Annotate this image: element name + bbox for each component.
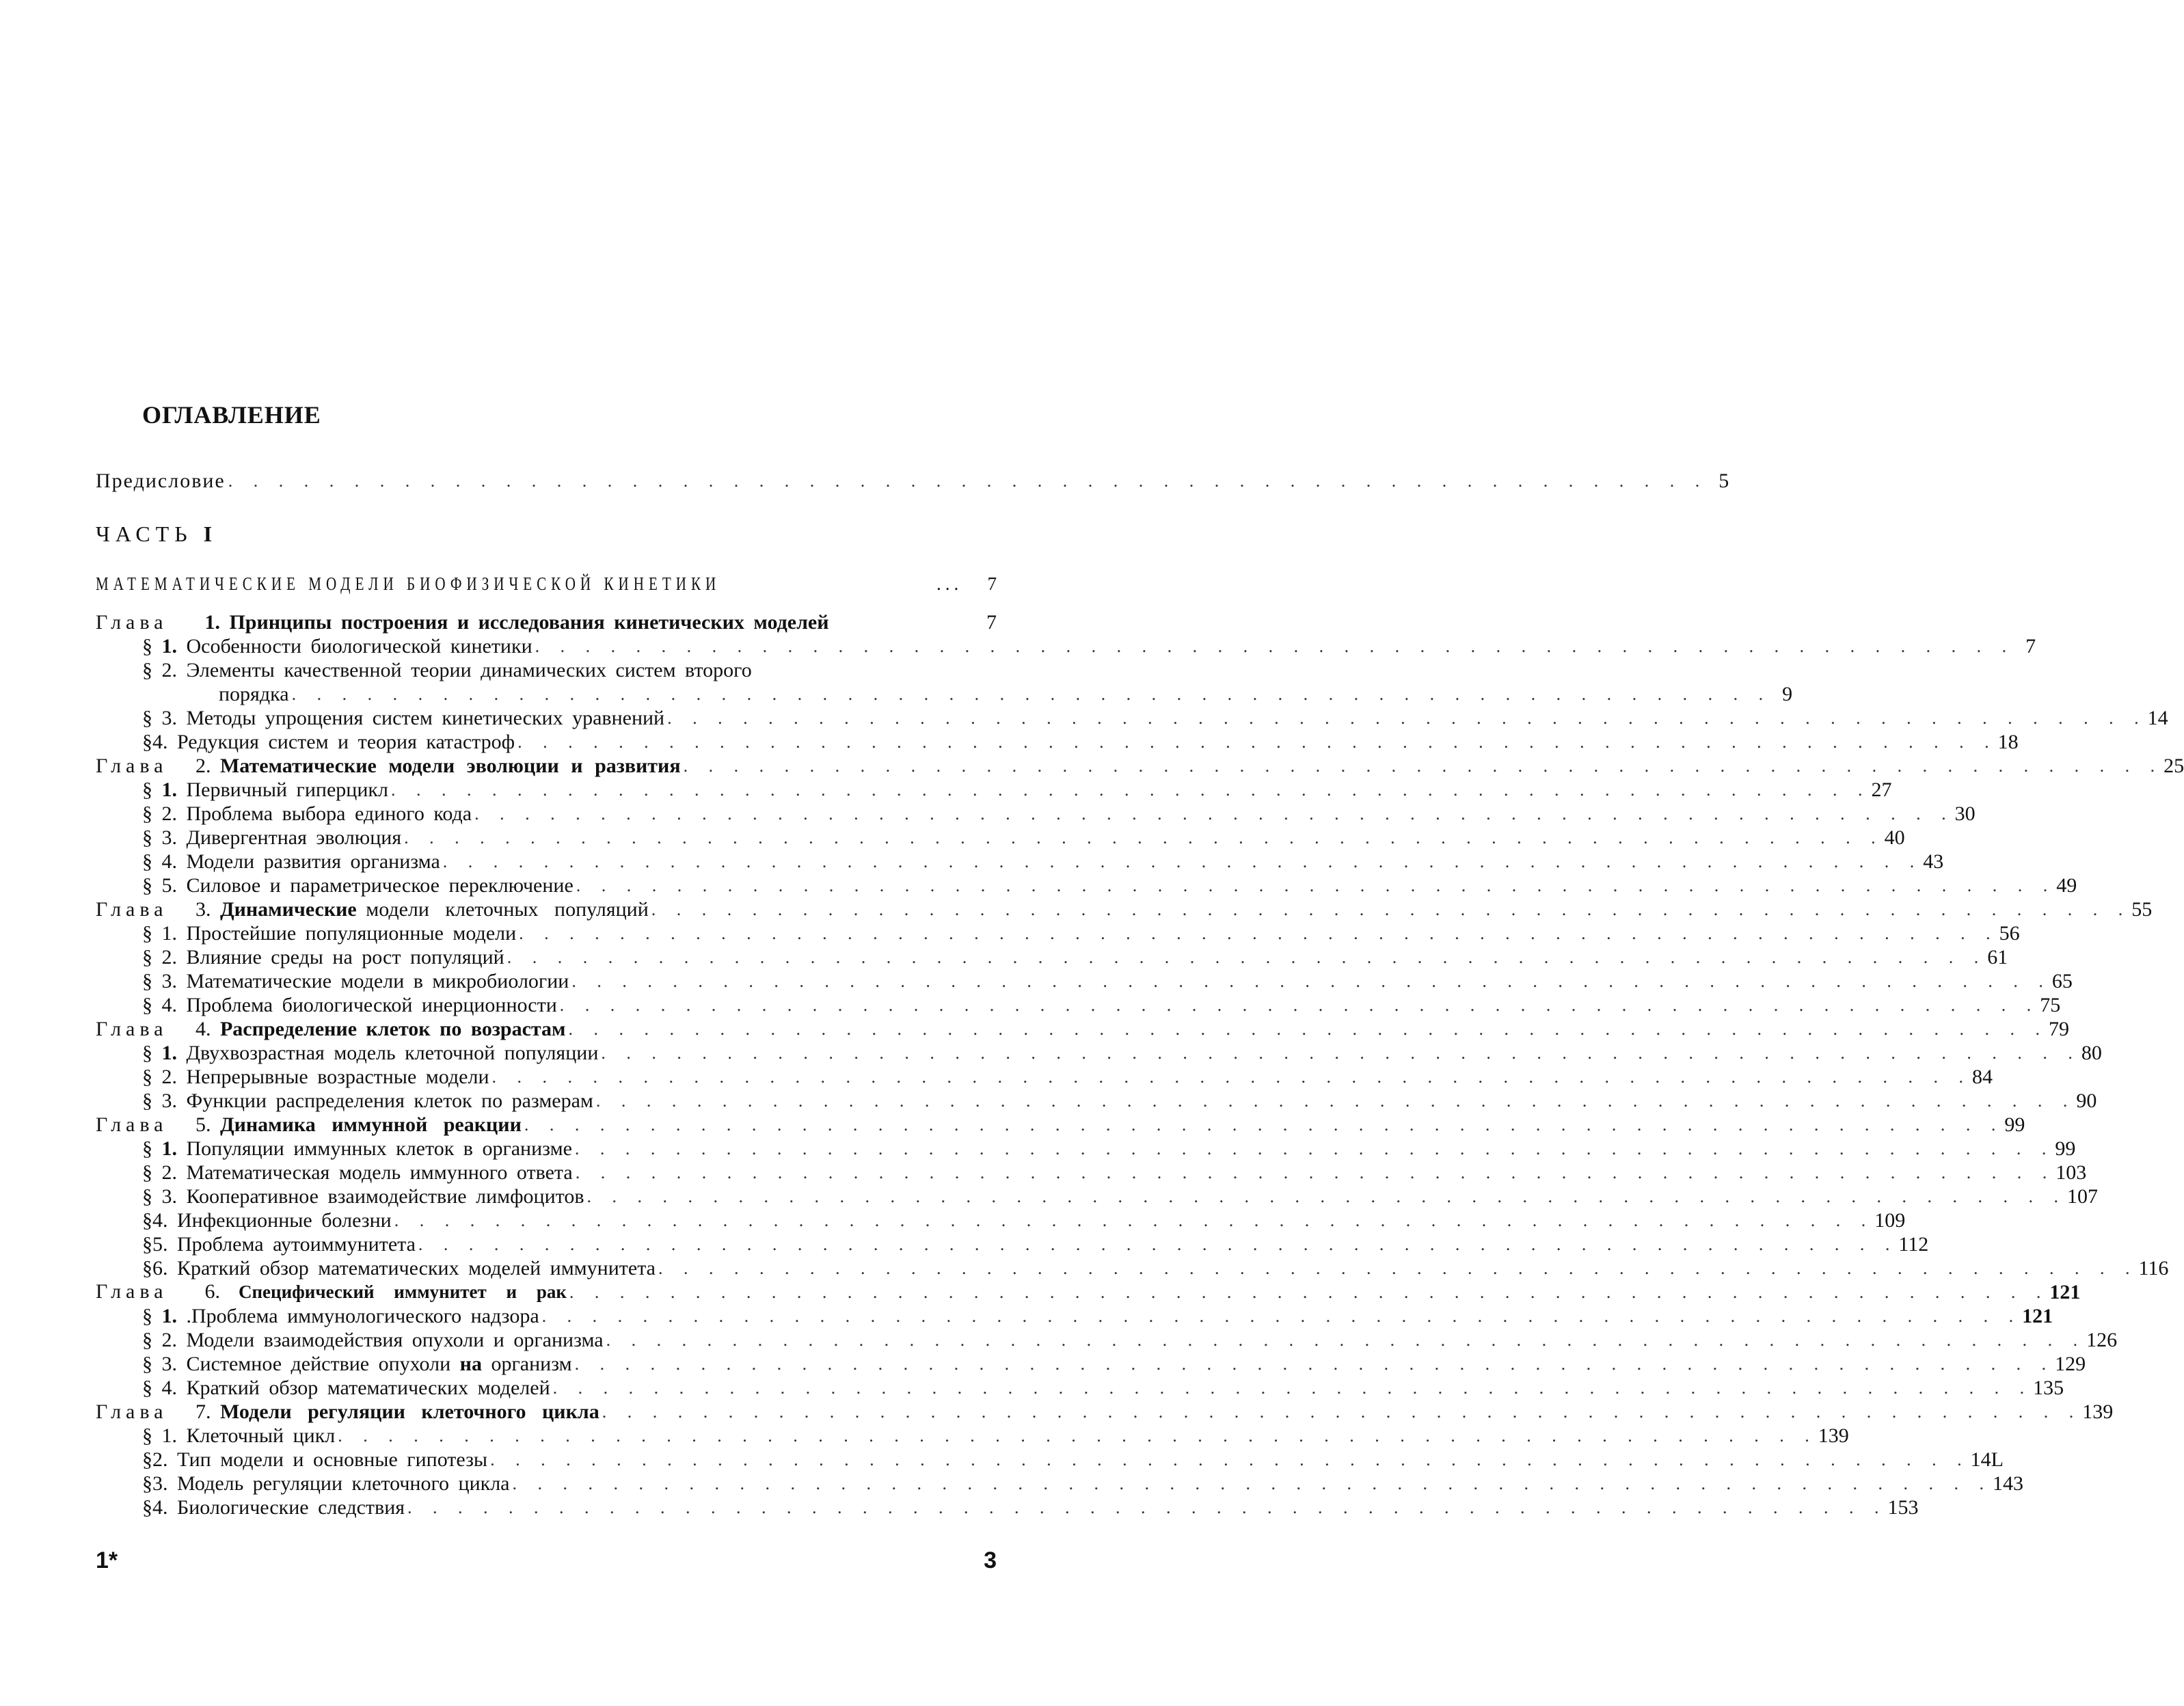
part-number: I	[203, 522, 213, 546]
section-label	[142, 826, 401, 850]
section-label	[142, 1352, 572, 1376]
chapter-title: модели клеточных популяций	[366, 898, 649, 921]
section-label	[142, 1448, 487, 1472]
leader-dots: . . . . . . . . . . . . . . . . . . . . . . . . . . . . . . . . . . . . . . . . . . . . . . . . . . . . . . . . . . .	[535, 636, 2013, 656]
leader-dots: . . . . . . . . . . . . . . . . . . . . . . . . . . . . . . . . . . . . . . . . . . . . . . . . . . . . . . . . . . .	[574, 1139, 2053, 1159]
section-label	[142, 1424, 335, 1448]
chapter-label	[96, 1400, 599, 1424]
section-number: 2.	[152, 1448, 168, 1471]
entry-page: 5	[1718, 470, 1729, 492]
toc-section[interactable]	[142, 1495, 1919, 1519]
section-sign: §	[142, 922, 152, 945]
chapter-number: 1.	[204, 611, 220, 634]
entry-page: 121	[2049, 1281, 2081, 1303]
section-label	[142, 1304, 539, 1328]
section-number: 2.	[161, 802, 177, 825]
leader-dots: . . . . . . . . . . . . . . . . . . . . . . . . . . . . . . . . . . . . . . . . . . . . . . . . . . . . . . . . . . .	[569, 1282, 2047, 1302]
part-title: МАТЕМАТИЧЕСКИЕ МОДЕЛИ БИОФИЗИЧЕСКОЙ КИНЕТИКИ	[96, 573, 721, 594]
toc-chapter-7[interactable]	[96, 1400, 2114, 1424]
leader-dots: . . . . . . . . . . . . . . . . . . . . . . . . . . . . . . . . . . . . . . . . . . . . . . . . . . . . . . . . . . .	[568, 1019, 2046, 1039]
section-label	[142, 778, 388, 802]
entry-page: 90	[2076, 1089, 2097, 1112]
leader-dots: . . . . . . . . . . . . . . . . . . . . . . . . . . . . . . . . . . . . . . . . . . . . . . . . . . . . . . . . . . .	[576, 876, 2054, 895]
toc-section[interactable]	[142, 1424, 1849, 1448]
section-number: 1.	[161, 1042, 177, 1064]
entry-page: 129	[2055, 1353, 2086, 1375]
section-title: Дивергентная эволюция	[186, 826, 402, 849]
leader-dots: . . . . . . . . . . . . . . . . . . . . . . . . . . . . . . . . . . . . . . . . . . . . . . . . . . . . . . . . . . .	[575, 1163, 2053, 1182]
section-sign: §	[142, 731, 152, 753]
section-title: .Проблема иммунологического надзора	[186, 1305, 539, 1327]
section-label	[142, 730, 515, 754]
chapter-number: 6.	[204, 1280, 220, 1303]
toc-section[interactable]	[142, 634, 2036, 658]
chapter-word: Глава	[96, 1400, 168, 1423]
toc-section[interactable]	[142, 1376, 2064, 1400]
section-title: Особенности биологической кинетики	[186, 635, 532, 658]
leader-dots: . . . . . . . . . . . . . . . . . . . . . . . . . . . . . . . . . . . . . . . . . . . . . . . . . . . . . . . . . . .	[552, 1378, 2031, 1398]
section-title: Непрерывные возрастные модели	[186, 1066, 489, 1088]
section-sign: §	[142, 802, 152, 825]
toc-section[interactable]	[142, 826, 1905, 850]
toc-section[interactable]	[142, 706, 2168, 730]
section-label	[142, 634, 532, 658]
leader-dots: . . . . . . . . . . . . . . . . . . . . . . . . . . . . . . . . . . . . . . . . . . . . . . . . . . . . . . . . . . .	[595, 1091, 2074, 1111]
leader-dots: . . . . . . . . . . . . . . . . . . . . . . . . . . . . . . . . . . . . . . . . . . . . . . . . . . . . . . . . . . .	[658, 1258, 2136, 1278]
leader-dots: . . . . . . . . . . . . . . . . . . . . . . . . . . . . . . . . . . . . . . . . . . . . . . . . . . . . . . . . . . .	[524, 1115, 2002, 1135]
entry-page: 14L	[1970, 1448, 2004, 1471]
leader-dots: . . . . . . . . . . . . . . . . . . . . . . . . . . . . . . . . . . . . . . . . . . . . . . . . . . . . . . . . . . .	[291, 684, 1770, 704]
section-number: 2.	[161, 946, 177, 969]
section-title: Проблема аутоиммунитета	[177, 1233, 416, 1256]
toc-section[interactable]	[142, 1232, 1929, 1256]
page-number: 3	[984, 1547, 997, 1573]
leader-dots: . . . . . . . . . . . . . . . . . . . . . . . . . . . . . . . . . . . . . . . . . . . . . . . . . . . . . . . . . . .	[418, 1234, 1896, 1254]
chapter-number: 2.	[195, 755, 211, 777]
chapter-word: Глава	[96, 1113, 168, 1136]
chapter-word: Глава	[96, 898, 168, 921]
entry-page: 139	[1818, 1424, 1849, 1447]
leader-dots: . . . . . . . . . . . . . . . . . . . . . . . . . . . . . . . . . . . . . . . . . . . . . . . . . . . . . . . . . . .	[606, 1330, 2084, 1350]
toc-chapter-3[interactable]	[96, 897, 2153, 921]
section-sign: §	[142, 1448, 152, 1471]
toc-chapter-2[interactable]	[96, 754, 2184, 778]
leader-dots: . . . . . . . . . . . . . . . . . . . . . . . . . . . . . . . . . . . . . . . . . . . . . . . . . . . . . . . . . . .	[667, 708, 2145, 728]
section-label	[142, 1041, 598, 1065]
entry-page: 139	[2082, 1400, 2114, 1423]
section-title: Биологические следствия	[177, 1496, 405, 1519]
entry-page: 99	[2004, 1113, 2025, 1136]
section-title: Первичный гиперцикл	[186, 778, 388, 801]
section-sign: §	[142, 1305, 152, 1327]
section-number: 1.	[161, 778, 177, 801]
section-title: Простейшие популяционные модели	[186, 922, 517, 945]
leader-dots: . . . . . . . . . . . . . . . . . . . . . . . . . . . . . . . . . . . . . . . . . . . . . . . . . . . . . . . . . . .	[602, 1402, 2080, 1422]
entry-page: 65	[2051, 970, 2073, 992]
section-title: Модель регуляции клеточного цикла	[177, 1472, 510, 1495]
section-title: Популяции иммунных клеток в организме	[186, 1137, 572, 1160]
entry-page: 49	[2056, 874, 2077, 897]
section-number: 1.	[161, 635, 177, 658]
toc-section[interactable]	[142, 778, 1892, 802]
leader-dots: . . . . . . . . . . . . . . . . . . . . . . . . . . . . . . . . . . . . . . . . . . . . . . . . . . . . . . . . . . .	[559, 995, 2038, 1015]
section-sign: §	[142, 1161, 152, 1184]
entry-page: 109	[1874, 1209, 1906, 1232]
chapter-title: Модели регуляции клеточного цикла	[219, 1400, 599, 1423]
section-title: Двухвозрастная модель клеточной популяции	[186, 1042, 599, 1064]
section-number: 1.	[161, 922, 177, 945]
section-label	[142, 802, 472, 826]
part-title-entry[interactable]	[96, 573, 997, 595]
entry-page: 61	[1987, 946, 2008, 969]
chapter-title: Принципы построения и исследования кинетических моделей	[229, 611, 829, 634]
chapter-number: 7.	[195, 1400, 211, 1423]
section-number: 4.	[152, 1496, 168, 1519]
section-number: 3.	[161, 970, 177, 992]
toc-section[interactable]	[142, 1328, 2118, 1352]
chapter-word: Глава	[96, 1280, 168, 1303]
section-title: Краткий обзор математических моделей иммунитета	[177, 1257, 656, 1280]
section-sign: §	[142, 1424, 152, 1447]
entry-page: 84	[1972, 1066, 1993, 1088]
section-sign: §	[142, 1496, 152, 1519]
leader-dots: ...	[936, 573, 963, 594]
section-number: 1.	[161, 1424, 177, 1447]
section-number: 5.	[152, 1233, 168, 1256]
section-number: 3.	[161, 1185, 177, 1208]
toc-chapter-1[interactable]	[96, 610, 997, 634]
section-title: Функции распределения клеток по размерам	[186, 1089, 593, 1112]
section-label	[142, 1089, 593, 1113]
section-title: Силовое и параметрическое переключение	[186, 874, 574, 897]
section-number: 2.	[161, 1066, 177, 1088]
leader-dots: . . . . . . . . . . . . . . . . . . . . . . . . . . . . . . . . . . . . . . . . . . . . . . . . . . . . . . . . . . .	[587, 1187, 2065, 1206]
section-sign: §	[142, 1089, 152, 1112]
leader-dots: . . . . . . . . . . . . . . . . . . . . . . . . . . . . . . . . . . . . . . . . . . . . . . . . . . . . . . . . . . .	[507, 947, 1985, 967]
entry-page: 143	[1993, 1472, 2024, 1495]
toc-section[interactable]	[142, 1256, 2169, 1280]
entry-page: 153	[1887, 1496, 1919, 1519]
section-number: 6.	[152, 1257, 168, 1280]
leader-dots: . . . . . . . . . . . . . . . . . . . . . . . . . . . . . . . . . . . . . . . . . . . . . . . . . . . . . . . . . . .	[404, 828, 1882, 848]
toc-section[interactable]	[142, 1161, 2087, 1184]
leader-dots: . . . . . . . . . . . . . . . . . . . . . . . . . . . . . . . . . . . . . . . . . . . . . . . . . . . . . . . . . . .	[571, 971, 2049, 991]
chapter-word: Глава	[96, 755, 168, 777]
leader-dots: . . . . . . . . . . . . . . . . . . . . . . . . . . . . . . . . . . . . . . . . . . . . . . . . . . . . . . . . . . .	[517, 732, 1995, 752]
entry-page: 56	[1999, 922, 2020, 945]
section-sign: §	[142, 1066, 152, 1088]
leader-dots: . . . . . . . . . . . . . . . . . . . . . . . . . . . . . . . . . . . . . . . . . . . . . . . . . . . . . . . . . . .	[651, 899, 2129, 919]
section-number: 4.	[152, 731, 168, 753]
section-number: 3.	[161, 707, 177, 729]
section-label	[142, 850, 440, 874]
section-number: 2.	[161, 1161, 177, 1184]
toc-section[interactable]	[142, 1065, 1993, 1089]
entry-page: 7	[2025, 635, 2036, 658]
entry-page: 75	[2040, 994, 2061, 1016]
section-sign: §	[142, 659, 152, 681]
section-sign: §	[142, 970, 152, 992]
section-sign: §	[142, 994, 152, 1016]
section-sign: §	[142, 1257, 152, 1280]
leader-dots: . . . . . . . . . . . . . . . . . . . . . . . . . . . . . . . . . . . . . . . . . . . . . . . . . . . . . . . . . . .	[407, 1498, 1885, 1517]
section-sign: §	[142, 707, 152, 729]
section-title: Влияние среды на рост популяций	[186, 946, 504, 969]
entry-page: 40	[1884, 826, 1905, 849]
entry-page: 7	[987, 573, 997, 594]
toc-chapter-4[interactable]	[96, 1017, 2069, 1041]
section-label	[142, 1472, 510, 1495]
leader-dots: . . . . . . . . . . . . . . . . . . . . . . . . . . . . . . . . . . . . . . . . . . . . . . . . . . . . . . . . . . .	[491, 1067, 1970, 1087]
toc-section[interactable]	[142, 1472, 2024, 1495]
leader-dots: . . . . . . . . . . . . . . . . . . . . . . . . . . . . . . . . . . . . . . . . . . . . . . . . . . . . . . . . . . .	[394, 1210, 1872, 1230]
section-sign: §	[142, 1353, 152, 1375]
section-label	[142, 969, 569, 993]
section-title: Редукция систем и теория катастроф	[177, 731, 515, 753]
section-number: 3.	[161, 826, 177, 849]
entry-page: 135	[2033, 1377, 2064, 1399]
entry-page: 79	[2048, 1018, 2069, 1040]
section-sign: §	[142, 1472, 152, 1495]
section-label	[142, 1232, 416, 1256]
toc-section-continuation[interactable]	[219, 682, 1793, 706]
entry-page: 112	[1898, 1233, 1929, 1256]
section-number: 2.	[161, 1329, 177, 1351]
section-label	[142, 1376, 550, 1400]
section-number: 1.	[161, 1305, 177, 1327]
section-number: 3.	[161, 1089, 177, 1112]
section-label	[142, 1161, 573, 1184]
toc-section[interactable]	[142, 850, 1944, 874]
section-label	[142, 921, 516, 945]
section-title: Математическая модель иммунного ответа	[186, 1161, 573, 1184]
part-word: ЧАСТЬ	[96, 522, 193, 546]
section-title: Системное действие опухоли	[186, 1353, 451, 1375]
chapter-label	[96, 1280, 567, 1304]
toc-section[interactable]	[142, 874, 2077, 897]
chapter-number: 5.	[195, 1113, 211, 1136]
section-title: Проблема биологической инерционности	[186, 994, 557, 1016]
toc-chapter-6[interactable]	[96, 1280, 2081, 1304]
section-label	[142, 658, 752, 682]
entry-page: 99	[2055, 1137, 2076, 1160]
section-label	[142, 993, 557, 1017]
toc-section[interactable]	[142, 1041, 2102, 1065]
entry-page: 80	[2081, 1042, 2102, 1064]
section-number: 4.	[161, 850, 177, 873]
part-heading	[96, 522, 212, 547]
section-title: порядка	[219, 683, 289, 705]
section-sign: §	[142, 1042, 152, 1064]
leader-dots: . . . . . . . . . . . . . . . . . . . . . . . . . . . . . . . . . . . . . . . . . . . . . . . . . . . . . . . . . . .	[683, 756, 2161, 776]
chapter-word: Глава	[96, 611, 168, 634]
leader-dots: . . . . . . . . . . . . . . . . . . . . . . . . . . . . . . . . . . . . . . . . . . . . . . . . . . . . . . . . . . .	[338, 1426, 1816, 1446]
chapter-label	[96, 754, 681, 778]
section-title: Модели взаимодействия опухоли и организма	[186, 1329, 604, 1351]
leader-dots: . . . . . . . . . . . . . . . . . . . . . . . . . . . . . . . . . . . . . . . . . . . . . . . . . . . . . . . . . . .	[442, 852, 1921, 871]
chapter-title: Распределение клеток по возрастам	[219, 1018, 566, 1040]
section-label	[142, 1208, 392, 1232]
toc-section[interactable]	[142, 969, 2073, 993]
section-title: Проблема выбора единого кода	[186, 802, 472, 825]
section-title-end: организм	[491, 1353, 572, 1375]
toc-section[interactable]	[142, 1089, 2097, 1113]
toc-section[interactable]	[142, 1208, 1906, 1232]
section-title: Кооперативное взаимодействие лимфоцитов	[186, 1185, 584, 1208]
toc-section[interactable]	[142, 1304, 2053, 1328]
section-title-bold: на	[459, 1353, 482, 1375]
section-sign: §	[142, 1185, 152, 1208]
section-label	[142, 1137, 572, 1161]
section-sign: §	[142, 778, 152, 801]
leader-dots: . . . . . . . . . . . . . . . . . . . . . . . . . . . . . . . . . . . . . . . . . . . . . . . . . . . . . . . . . . .	[228, 471, 1706, 491]
section-sign: §	[142, 1137, 152, 1160]
toc-section[interactable]	[142, 1448, 2004, 1472]
section-sign: §	[142, 1329, 152, 1351]
section-sign: §	[142, 635, 152, 658]
chapter-word: Глава	[96, 1018, 168, 1040]
chapter-label	[96, 897, 649, 921]
section-number: 5.	[161, 874, 177, 897]
leader-dots: . . . . . . . . . . . . . . . . . . . . . . . . . . . . . . . . . . . . . . . . . . . . . . . . . . . . . . . . . . .	[390, 780, 1869, 800]
chapter-title: Специфический иммунитет и рак	[238, 1282, 567, 1302]
section-sign: §	[142, 850, 152, 873]
section-number: 3.	[152, 1472, 168, 1495]
section-title: Математические модели в микробиологии	[186, 970, 569, 992]
entry-page: 18	[1997, 731, 2019, 753]
section-sign: §	[142, 1377, 152, 1399]
section-number: 4.	[161, 994, 177, 1016]
section-sign: §	[142, 1209, 152, 1232]
section-number: 4.	[161, 1377, 177, 1399]
section-label	[142, 1184, 584, 1208]
chapter-title: Динамика иммунной реакции	[219, 1113, 522, 1136]
toc-section[interactable]	[142, 1352, 2086, 1376]
section-label	[142, 1065, 489, 1089]
toc-section[interactable]	[142, 945, 2008, 969]
entry-page: 14	[2147, 707, 2168, 729]
toc-section[interactable]	[142, 1137, 2076, 1161]
chapter-label	[96, 1017, 565, 1041]
entry-page: 103	[2055, 1161, 2087, 1184]
entry-page: 27	[1871, 778, 1892, 801]
section-number: 4.	[152, 1209, 168, 1232]
entry-page: 30	[1954, 802, 1976, 825]
entry-label: Предисловие	[96, 470, 226, 492]
leader-dots: . . . . . . . . . . . . . . . . . . . . . . . . . . . . . . . . . . . . . . . . . . . . . . . . . . . . . . . . . . .	[474, 804, 1952, 824]
section-number: 2.	[161, 659, 177, 681]
section-number: 3.	[161, 1353, 177, 1375]
entry-page: 121	[2022, 1305, 2053, 1327]
chapter-number: 4.	[195, 1018, 211, 1040]
entry-page: 7	[986, 611, 997, 634]
leader-dots: . . . . . . . . . . . . . . . . . . . . . . . . . . . . . . . . . . . . . . . . . . . . . . . . . . . . . . . . . . .	[519, 923, 1997, 943]
entry-page: 55	[2131, 898, 2153, 921]
entry-page: 126	[2086, 1329, 2118, 1351]
section-sign: §	[142, 826, 152, 849]
toc-section[interactable]	[142, 658, 997, 682]
section-label	[142, 1256, 656, 1280]
section-sign: §	[142, 874, 152, 897]
toc-section[interactable]	[142, 921, 2020, 945]
toc-section[interactable]	[142, 1184, 2099, 1208]
chapter-number: 3.	[195, 898, 211, 921]
entry-page: 116	[2138, 1257, 2169, 1280]
chapter-title-bold: Динамические	[219, 898, 357, 921]
leader-dots: . . . . . . . . . . . . . . . . . . . . . . . . . . . . . . . . . . . . . . . . . . . . . . . . . . . . . . . . . . .	[490, 1450, 1968, 1470]
toc-chapter-5[interactable]	[96, 1113, 2025, 1137]
signature-mark: 1*	[96, 1547, 118, 1573]
section-number: 1.	[161, 1137, 177, 1160]
entry-page: 9	[1782, 683, 1793, 705]
section-title: Краткий обзор математических моделей	[186, 1377, 550, 1399]
section-title: Тип модели и основные гипотезы	[177, 1448, 488, 1471]
chapter-title: Математические модели эволюции и развития	[219, 755, 681, 777]
leader-dots: . . . . . . . . . . . . . . . . . . . . . . . . . . . . . . . . . . . . . . . . . . . . . . . . . . . . . . . . . . .	[574, 1354, 2053, 1374]
section-label	[142, 945, 504, 969]
leader-dots: . . . . . . . . . . . . . . . . . . . . . . . . . . . . . . . . . . . . . . . . . . . . . . . . . . . . . . . . . . .	[512, 1474, 1991, 1493]
section-title: Клеточный цикл	[186, 1424, 336, 1447]
section-title: Элементы качественной теории динамических систем второго	[186, 659, 752, 681]
entry-page: 43	[1923, 850, 1944, 873]
section-label	[142, 874, 574, 897]
section-title: Модели развития организма	[186, 850, 440, 873]
entry-page: 107	[2067, 1185, 2099, 1208]
toc-section[interactable]	[142, 730, 2019, 754]
toc-section[interactable]	[142, 802, 1976, 826]
page-title: ОГЛАВЛЕНИЕ	[142, 401, 321, 429]
section-sign: §	[142, 1233, 152, 1256]
section-sign: §	[142, 946, 152, 969]
section-title: Инфекционные болезни	[177, 1209, 392, 1232]
section-label	[142, 1328, 604, 1352]
section-label	[142, 706, 664, 730]
section-label	[142, 1495, 405, 1519]
chapter-label	[96, 610, 829, 634]
toc-entry-preface[interactable]	[96, 469, 1729, 493]
entry-page: 25	[2163, 755, 2184, 777]
leader-dots: . . . . . . . . . . . . . . . . . . . . . . . . . . . . . . . . . . . . . . . . . . . . . . . . . . . . . . . . . . .	[601, 1043, 2079, 1063]
leader-dots: . . . . . . . . . . . . . . . . . . . . . . . . . . . . . . . . . . . . . . . . . . . . . . . . . . . . . . . . . . .	[541, 1306, 2020, 1326]
chapter-label	[96, 1113, 522, 1137]
toc-section[interactable]	[142, 993, 2061, 1017]
section-title: Методы упрощения систем кинетических уравнений	[186, 707, 665, 729]
